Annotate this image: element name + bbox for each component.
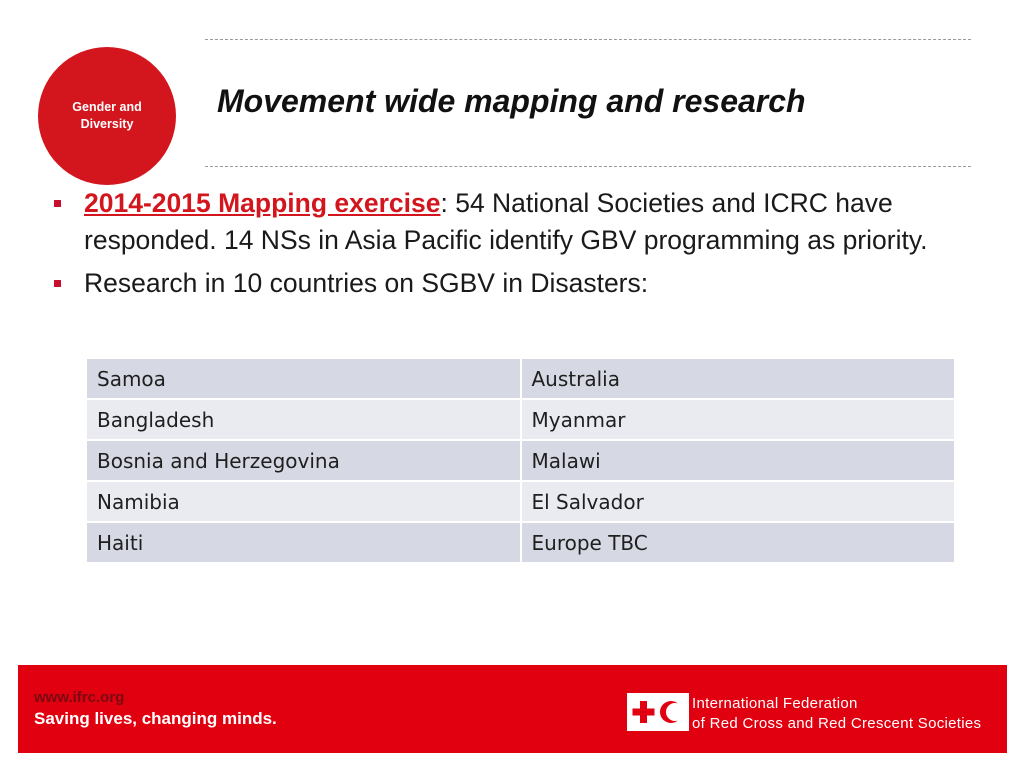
organization-name xyxy=(692,694,981,734)
table-cell: Bangladesh xyxy=(86,399,521,440)
title-divider-top xyxy=(205,39,971,40)
footer-bar xyxy=(18,665,1007,753)
ifrc-logo xyxy=(627,693,689,731)
bullet-list xyxy=(52,185,972,308)
table-row xyxy=(86,481,955,522)
square-bullet-icon xyxy=(54,280,61,287)
badge-line-2: Diversity xyxy=(80,117,134,131)
countries-table xyxy=(85,357,956,564)
table-row xyxy=(86,522,955,563)
table-row xyxy=(86,440,955,481)
research-text: Research in 10 countries on SGBV in Disasters: xyxy=(84,268,649,298)
table-row xyxy=(86,358,955,399)
bullet-item-research xyxy=(52,265,972,302)
table-cell: Malawi xyxy=(521,440,956,481)
mapping-exercise-link[interactable]: 2014-2015 Mapping exercise xyxy=(84,188,441,218)
slogan: Saving lives, changing minds. xyxy=(34,709,277,728)
table-row xyxy=(86,399,955,440)
badge-line-1: Gender and xyxy=(72,100,142,114)
mapping-exercise-text: : 54 National Societies and ICRC have responded. 14 NSs in Asia Pacific identify GBV programming as priority. xyxy=(84,188,928,255)
table-cell: Myanmar xyxy=(521,399,956,440)
table-cell: El Salvador xyxy=(521,481,956,522)
table-cell: Samoa xyxy=(86,358,521,399)
table-cell: Bosnia and Herzegovina xyxy=(86,440,521,481)
bullet-item-mapping xyxy=(52,185,972,259)
gender-diversity-badge xyxy=(38,47,176,185)
org-line-1: International Federation xyxy=(692,695,858,712)
table-cell: Haiti xyxy=(86,522,521,563)
slide-title: Movement wide mapping and research xyxy=(217,83,806,119)
red-cross-crescent-icon xyxy=(628,694,688,730)
org-line-2: of Red Cross and Red Crescent Societies xyxy=(692,715,982,732)
table-cell: Europe TBC xyxy=(521,522,956,563)
table-cell: Namibia xyxy=(86,481,521,522)
website-link[interactable]: www.ifrc.org xyxy=(34,689,125,706)
title-divider-bottom xyxy=(205,166,971,167)
table-cell: Australia xyxy=(521,358,956,399)
square-bullet-icon xyxy=(54,200,61,207)
badge-label xyxy=(57,99,157,133)
